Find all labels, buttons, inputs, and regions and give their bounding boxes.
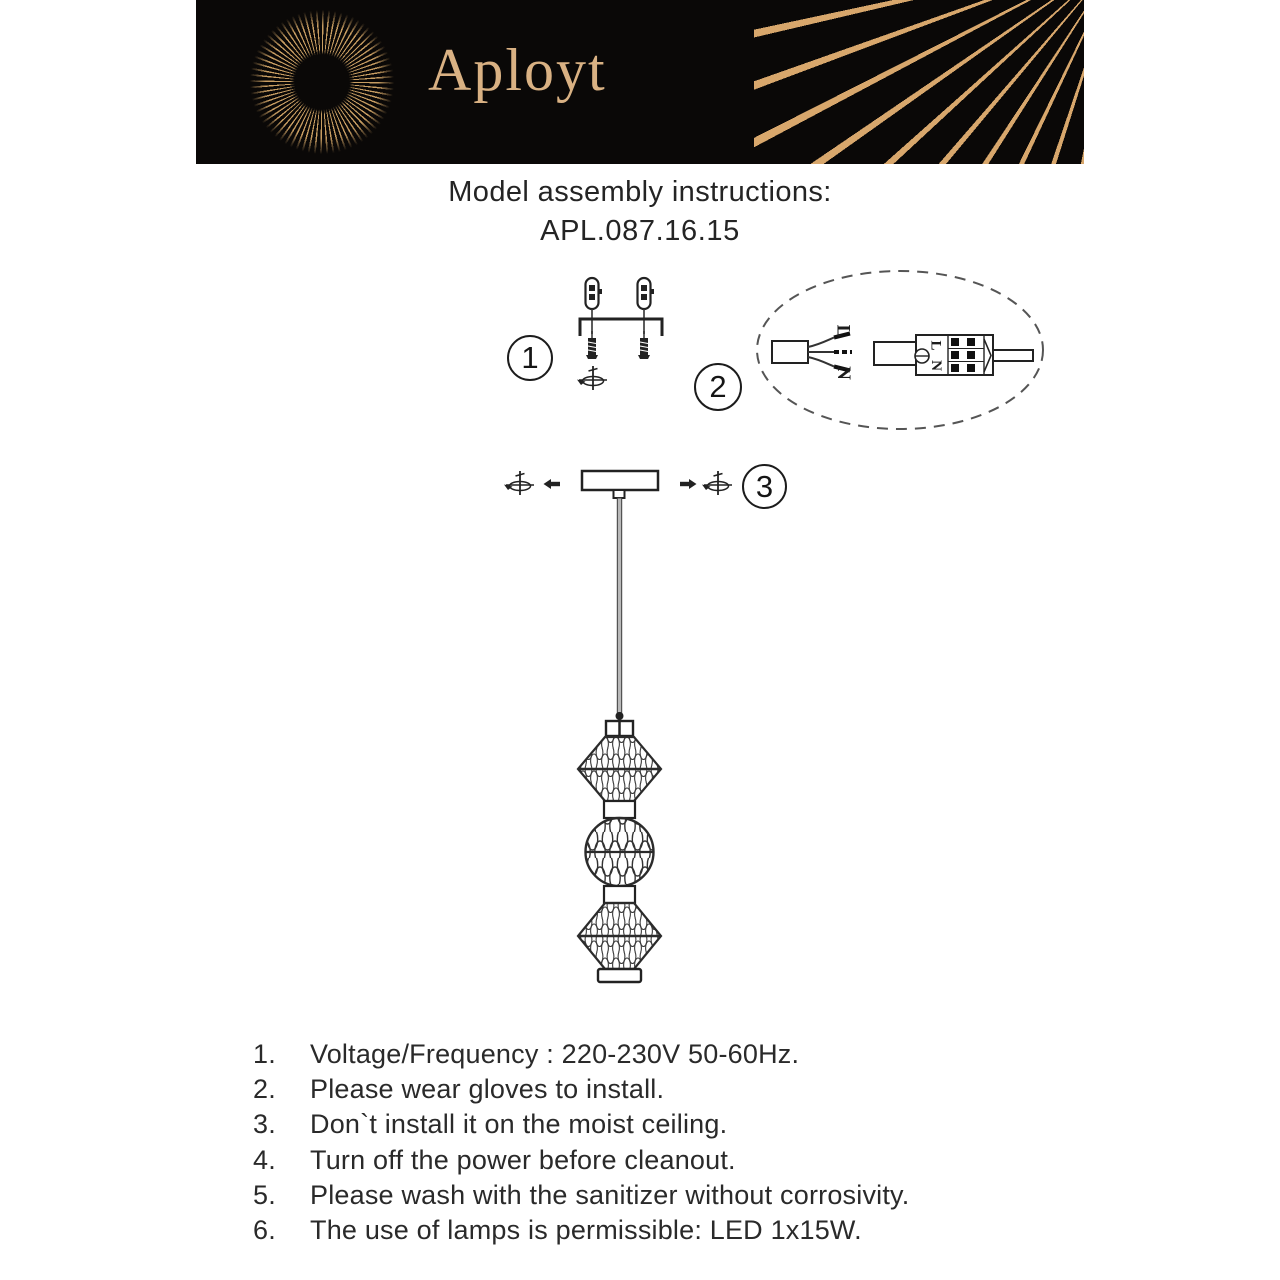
instruction-text: Voltage/Frequency : 220-230V 50-60Hz. (310, 1039, 800, 1070)
instruction-text: Turn off the power before cleanout. (310, 1144, 736, 1175)
instruction-text: Please wear gloves to install. (310, 1074, 665, 1105)
page-title: Model assembly instructions: (448, 176, 832, 208)
model-code: APL.087.16.15 (540, 215, 740, 247)
terminal-label-neutral: N (927, 360, 944, 371)
diagram-mounting-bracket (577, 278, 662, 390)
instruction-text: Please wash with the sanitizer without corrosivity. (310, 1179, 910, 1210)
instruction-item (253, 1072, 909, 1107)
diagram-pendant-lamp (578, 712, 661, 982)
step-number-2: 2 (694, 363, 742, 411)
instruction-number: 5. (253, 1179, 276, 1210)
instruction-item (253, 1107, 909, 1142)
step-number-3: 3 (742, 464, 787, 509)
instruction-number: 2. (253, 1074, 276, 1105)
instruction-item (253, 1037, 909, 1072)
instruction-item (253, 1143, 909, 1178)
wire-label-neutral: N (832, 366, 854, 380)
instruction-text: Don`t install it on the moist ceiling. (310, 1109, 728, 1140)
instruction-item (253, 1178, 909, 1213)
instructions-list (253, 1037, 909, 1248)
instruction-number: 6. (253, 1215, 276, 1246)
terminal-label-live: L (927, 340, 944, 351)
brand-name: Aployt (428, 37, 607, 103)
diagram-canopy (504, 471, 732, 718)
wire-label-live: L (832, 324, 854, 338)
instruction-item (253, 1213, 909, 1248)
instruction-number: 3. (253, 1109, 276, 1140)
diagram-wire-connection (757, 271, 1043, 429)
instruction-number: 4. (253, 1144, 276, 1175)
instruction-number: 1. (253, 1039, 276, 1070)
instruction-text: The use of lamps is permissible: LED 1x15W. (310, 1215, 862, 1246)
step-number-1: 1 (507, 335, 553, 381)
